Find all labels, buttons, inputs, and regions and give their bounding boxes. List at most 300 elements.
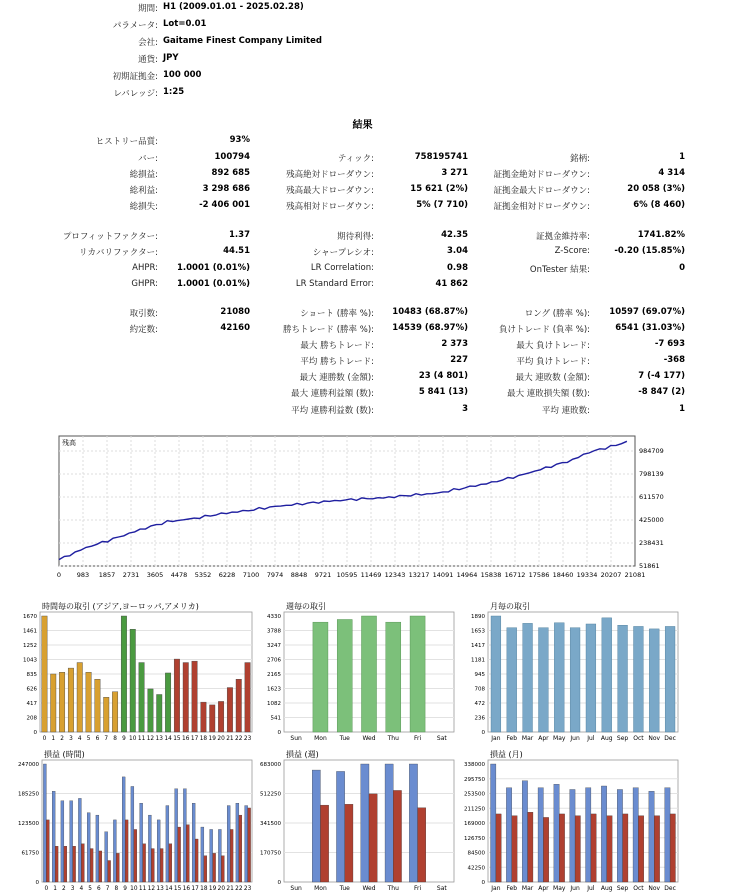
x-tick-label: Oct (633, 885, 644, 892)
x-tick-label: 16 (182, 736, 190, 742)
equity-dd-max-label: 証拠金最大ドローダウン: (493, 186, 590, 196)
largest-loss-label: 最大 負けトレード: (516, 341, 590, 351)
loss-bar (320, 805, 328, 882)
largest-loss-value: -7 693 (654, 339, 685, 349)
y-tick-label: 253500 (464, 791, 485, 798)
x-tick-label: 17 (191, 886, 199, 892)
bar (649, 629, 659, 732)
equity-dd-rel-label: 証拠金相対ドローダウン: (493, 202, 590, 212)
bar (507, 628, 517, 732)
loss-trades-value: 6541 (31.03%) (615, 323, 685, 333)
y-tick-label: 51861 (639, 562, 660, 570)
net-profit-value: 892 685 (211, 168, 250, 178)
y-tick-label: 126750 (464, 835, 485, 842)
chart-title: 損益 (週) (286, 750, 319, 759)
loss-bar (195, 839, 198, 882)
x-tick-label: 7 (105, 886, 110, 892)
y-tick-label: 84500 (467, 850, 485, 857)
deposit-label: 初期証拠金: (112, 72, 158, 82)
x-tick-label: 14 (164, 736, 172, 742)
y-tick-label: 61750 (21, 850, 39, 857)
profit-bar (96, 815, 99, 882)
loss-bar (512, 816, 517, 882)
profit-bar (538, 788, 543, 882)
x-tick-label: Sat (436, 885, 447, 892)
profit-bar (491, 764, 496, 882)
balance-dd-abs-value: 3 271 (441, 168, 468, 178)
max-cons-profit-value: 5 841 (13) (418, 387, 468, 397)
equity-dd-rel-value: 6% (8 460) (633, 200, 685, 210)
zscore-label: Z-Score: (554, 246, 590, 256)
profit-bar (312, 770, 320, 882)
x-tick-label: 14 (165, 886, 173, 892)
largest-profit-label: 最大 勝ちトレード: (300, 341, 374, 351)
x-tick-label: 14091 (432, 571, 454, 579)
x-tick-label: 10595 (336, 571, 358, 579)
profit-bar (105, 832, 108, 882)
profit-bar (522, 781, 527, 882)
lr-correlation-label: LR Correlation: (310, 263, 374, 273)
x-tick-label: 4 (79, 886, 84, 892)
x-tick-label: Sun (290, 885, 302, 892)
x-tick-label: 7974 (266, 571, 284, 579)
loss-bar (393, 790, 401, 882)
total-deals-label: 約定数: (129, 325, 158, 335)
x-tick-label: May (553, 735, 566, 742)
bar (59, 672, 64, 732)
y-tick-label: 238431 (639, 539, 664, 547)
hourly-trades-chart (23, 600, 258, 745)
x-tick-label: 14964 (456, 571, 478, 579)
loss-bar (345, 804, 353, 882)
bar (95, 679, 100, 732)
loss-bar (607, 816, 612, 882)
bars-value: 100794 (214, 152, 250, 162)
x-tick-label: May (553, 885, 566, 892)
y-tick-label: 0 (277, 730, 281, 736)
balance-dd-rel-value: 5% (7 710) (416, 200, 468, 210)
long-trades-value: 10597 (69.07%) (609, 307, 685, 317)
monthly-pl-chart (460, 748, 686, 895)
loss-bar (638, 816, 643, 882)
x-tick-label: 22 (235, 886, 243, 892)
x-tick-label: 6 (97, 886, 101, 892)
loss-bar (73, 846, 76, 882)
x-tick-label: 20207 (600, 571, 622, 579)
x-tick-label: Sat (436, 735, 447, 742)
gross-loss-label: 総損失: (129, 202, 158, 212)
y-tick-label: 1043 (23, 657, 37, 664)
short-trades-label: ショート (勝率 %): (300, 309, 374, 319)
bar (86, 672, 91, 732)
avg-cons-losses-value: 1 (679, 404, 685, 414)
lr-standard-error-label: LR Standard Error: (295, 279, 374, 289)
x-tick-label: 16 (182, 886, 191, 892)
x-tick-label: Jun (570, 735, 580, 742)
loss-bar (143, 844, 146, 882)
ahpr-value: 1.0001 (0.01%) (176, 263, 250, 273)
x-tick-label: 16712 (504, 571, 526, 579)
x-tick-label: 9721 (314, 571, 332, 579)
profit-bar (70, 801, 73, 882)
x-tick-label: 1 (53, 886, 57, 892)
max-cons-loss-value: -8 847 (2) (638, 387, 685, 397)
loss-bar (204, 856, 207, 882)
x-tick-label: 6228 (218, 571, 236, 579)
y-tick-label: 1890 (471, 614, 485, 620)
loss-bar (55, 846, 58, 882)
x-tick-label: 4 (77, 736, 82, 742)
x-tick-label: Apr (538, 885, 549, 892)
zscore-value: -0.20 (15.85%) (614, 246, 685, 256)
profit-bar (361, 764, 369, 882)
loss-bar (559, 814, 564, 882)
loss-bar (160, 849, 163, 882)
loss-bar (99, 851, 102, 882)
bar (602, 618, 612, 732)
x-tick-label: 0 (56, 571, 62, 579)
bar (130, 629, 135, 732)
ghpr-value: 1.0001 (0.01%) (176, 279, 250, 289)
bar (618, 625, 628, 732)
x-tick-label: 3605 (146, 571, 164, 579)
max-cons-profit-label: 最大 連勝利益額 (数): (291, 389, 374, 399)
profit-bar (157, 820, 160, 882)
loss-bar (418, 808, 426, 882)
net-profit-label: 総損益: (129, 170, 158, 180)
bar (183, 663, 188, 732)
ontester-value: 0 (679, 263, 685, 273)
ticks-value: 758195741 (414, 152, 468, 162)
profit-bar (385, 764, 393, 882)
profit-bar (570, 789, 575, 882)
balance-line-chart (56, 434, 736, 580)
profit-bar (113, 820, 116, 882)
x-tick-label: 4478 (170, 571, 188, 579)
equity-dd-max-value: 20 058 (3%) (627, 184, 685, 194)
x-tick-label: Mar (521, 885, 534, 892)
x-tick-label: 7 (104, 736, 109, 742)
x-tick-label: 3 (70, 886, 75, 892)
x-tick-label: 18460 (552, 571, 574, 579)
y-tick-label: 185250 (18, 791, 39, 798)
loss-bar (64, 846, 67, 882)
bar (51, 674, 56, 732)
balance-dd-max-value: 15 621 (2%) (410, 184, 468, 194)
profit-bar (586, 788, 591, 882)
x-tick-label: 15 (173, 736, 181, 742)
loss-bar (46, 820, 49, 882)
bar (157, 694, 162, 732)
avg-profit-label: 平均 勝ちトレード: (300, 357, 374, 367)
profit-bar (131, 786, 134, 882)
x-tick-label: 12 (147, 886, 156, 892)
hourly-pl-chart (18, 748, 258, 895)
ticks-label: ティック: (337, 154, 374, 164)
y-tick-label: 295750 (464, 776, 485, 783)
avg-loss-label: 平均 負けトレード: (516, 357, 590, 367)
x-tick-label: 13217 (408, 571, 430, 579)
x-tick-label: 12 (146, 736, 155, 742)
bar (386, 622, 401, 732)
loss-bar (369, 794, 377, 882)
loss-bar (213, 853, 216, 882)
x-tick-label: Apr (538, 735, 549, 742)
recovery-factor-value: 44.51 (223, 246, 250, 256)
largest-profit-value: 2 373 (441, 339, 468, 349)
x-tick-label: Aug (600, 735, 613, 742)
x-tick-label: 9 (123, 886, 127, 892)
avg-loss-value: -368 (663, 355, 685, 365)
y-tick-label: 42250 (467, 865, 485, 872)
loss-bar (134, 829, 137, 882)
equity-dd-abs-label: 証拠金絶対ドローダウン: (493, 170, 590, 180)
profit-bar (52, 791, 55, 882)
ontester-label: OnTester 結果: (529, 265, 590, 275)
x-tick-label: 15838 (480, 571, 502, 579)
x-tick-label: Mon (314, 735, 327, 742)
profit-bar (201, 827, 204, 882)
x-tick-label: 5 (88, 886, 92, 892)
x-tick-label: 8 (113, 736, 117, 742)
y-tick-label: 236 (474, 715, 485, 722)
x-tick-label: Wed (362, 735, 376, 742)
currency-label: 通貨: (138, 55, 158, 65)
company-label: 会社: (138, 38, 158, 48)
y-tick-label: 683000 (260, 762, 281, 768)
x-tick-label: 983 (76, 571, 90, 579)
avg-profit-value: 227 (450, 355, 468, 365)
gross-profit-label: 総利益: (129, 186, 158, 196)
bar (523, 623, 533, 732)
avg-cons-losses-label: 平均 連敗数: (541, 406, 590, 416)
ahpr-label: AHPR: (132, 263, 158, 273)
loss-bar (186, 825, 189, 882)
y-tick-label: 472 (474, 701, 485, 707)
bar (634, 626, 644, 732)
x-tick-label: 2 (62, 886, 66, 892)
bar (361, 616, 376, 732)
x-tick-label: 19334 (576, 571, 598, 579)
loss-bar (654, 816, 659, 882)
profit-trades-label: 勝ちトレード (勝率 %): (283, 325, 374, 335)
bar (491, 616, 501, 732)
loss-trades-label: 負けトレード (負率 %): (499, 325, 590, 335)
currency-value: JPY (163, 53, 179, 63)
period-value: H1 (2009.01.01 - 2025.02.28) (163, 2, 304, 12)
y-tick-label: 2706 (267, 657, 281, 664)
chart-title: 時間毎の取引 (アジア,ヨーロッパ,アメリカ) (42, 602, 199, 611)
bar (139, 663, 144, 732)
y-tick-label: 1461 (23, 628, 37, 635)
profit-bar (166, 806, 169, 882)
loss-bar (230, 829, 233, 882)
x-tick-label: 19 (208, 886, 217, 892)
margin-level-label: 証拠金維持率: (536, 232, 590, 242)
x-tick-label: Jun (570, 885, 580, 892)
bar (554, 623, 564, 732)
profit-bar (336, 771, 344, 882)
profit-bar (210, 829, 213, 882)
y-tick-label: 541 (270, 715, 281, 722)
y-tick-label: 417 (26, 701, 37, 707)
history-quality-label: ヒストリー品質: (95, 137, 158, 147)
x-tick-label: Nov (648, 885, 661, 892)
profit-bar (175, 789, 178, 882)
y-tick-label: 1653 (471, 628, 485, 635)
expected-payoff-label: 期待利得: (337, 232, 374, 242)
bar (218, 701, 223, 732)
profit-bar (409, 764, 417, 882)
y-tick-label: 835 (26, 672, 37, 678)
bar (665, 626, 675, 732)
loss-bar (221, 856, 224, 882)
loss-bar (543, 817, 548, 882)
y-tick-label: 0 (277, 880, 281, 886)
y-tick-label: 1670 (23, 614, 37, 620)
ghpr-label: GHPR: (131, 279, 158, 289)
x-tick-label: 2731 (122, 571, 140, 579)
avg-cons-wins-value: 3 (462, 404, 468, 414)
bar (539, 628, 549, 732)
x-tick-label: Tue (339, 735, 350, 742)
max-cons-losses-value: 7 (-4 177) (638, 371, 685, 381)
x-tick-label: Feb (506, 735, 518, 742)
x-tick-label: Mon (314, 885, 327, 892)
bar (313, 622, 328, 732)
max-cons-loss-label: 最大 連敗損失額 (数): (507, 389, 590, 399)
total-trades-label: 取引数: (129, 309, 158, 319)
max-cons-wins-value: 23 (4 801) (418, 371, 468, 381)
chart-title: 残高 (62, 439, 76, 447)
gross-profit-value: 3 298 686 (202, 184, 250, 194)
x-tick-label: 15 (173, 886, 182, 892)
loss-bar (248, 808, 251, 882)
y-tick-label: 341500 (260, 821, 281, 827)
max-cons-losses-label: 最大 連敗数 (金額): (515, 373, 590, 383)
x-tick-label: 19 (208, 736, 216, 742)
x-tick-label: 7100 (242, 571, 260, 579)
loss-bar (496, 814, 501, 882)
bars-label: バー: (138, 154, 158, 164)
bar (121, 616, 126, 732)
y-tick-label: 0 (33, 730, 37, 736)
monthly-trades-chart (460, 600, 686, 745)
period-label: 期間: (138, 4, 158, 14)
x-tick-label: Wed (362, 885, 376, 892)
sharpe-value: 3.04 (447, 246, 468, 256)
y-tick-label: 0 (481, 730, 485, 736)
profit-bar (617, 789, 622, 882)
x-tick-label: 9 (122, 736, 126, 742)
bar (112, 692, 117, 732)
x-tick-label: 10 (130, 886, 138, 892)
bar (201, 702, 206, 732)
x-tick-label: 20 (217, 886, 226, 892)
results-title: 結果 (352, 120, 373, 131)
loss-bar (575, 816, 580, 882)
y-tick-label: 984709 (639, 447, 664, 455)
profit-factor-value: 1.37 (229, 230, 250, 240)
symbols-label: 銘柄: (570, 154, 590, 164)
y-tick-label: 1417 (471, 643, 485, 649)
y-tick-label: 708 (474, 686, 485, 693)
profit-bar (633, 788, 638, 882)
y-tick-label: 123500 (18, 821, 39, 827)
parameters-value: Lot=0.01 (163, 19, 207, 29)
x-tick-label: Thu (387, 735, 399, 742)
bar (77, 663, 82, 732)
profit-factor-label: プロフィットファクター: (62, 232, 158, 242)
gross-loss-value: -2 406 001 (199, 200, 250, 210)
x-tick-label: 11469 (360, 571, 382, 579)
profit-bar (665, 788, 670, 882)
lr-standard-error-value: 41 862 (435, 279, 468, 289)
profit-bar (122, 777, 125, 882)
x-tick-label: 2 (60, 736, 64, 742)
x-tick-label: Mar (521, 735, 534, 742)
x-tick-label: 23 (243, 736, 252, 742)
bar (245, 663, 250, 732)
profit-bar (218, 829, 221, 882)
bar (227, 688, 232, 732)
x-tick-label: Thu (387, 885, 399, 892)
profit-bar (87, 813, 90, 882)
bar (192, 661, 197, 732)
x-tick-label: Jan (491, 885, 501, 892)
profit-bar (601, 786, 606, 882)
balance-dd-max-label: 残高最大ドローダウン: (286, 186, 374, 196)
loss-bar (178, 827, 181, 882)
x-tick-label: 21 (226, 736, 234, 742)
loss-bar (81, 844, 84, 882)
y-tick-label: 170750 (260, 850, 281, 857)
symbols-value: 1 (679, 152, 685, 162)
x-tick-label: 17586 (528, 571, 550, 579)
x-tick-label: 20 (217, 736, 225, 742)
bar (570, 628, 580, 732)
x-tick-label: 17 (190, 736, 199, 742)
y-tick-label: 3788 (267, 628, 281, 635)
sharpe-label: シャープレシオ: (312, 248, 374, 258)
x-tick-label: 11 (137, 736, 146, 742)
chart-title: 損益 (時間) (44, 750, 85, 759)
loss-bar (116, 853, 119, 882)
chart-title: 月毎の取引 (490, 602, 530, 611)
profit-bar (183, 789, 186, 882)
profit-bar (554, 784, 559, 882)
y-tick-label: 798139 (639, 470, 664, 478)
y-tick-label: 425000 (639, 516, 664, 524)
bar (210, 705, 215, 732)
x-tick-label: 21 (226, 886, 234, 892)
balance-dd-rel-label: 残高相対ドローダウン: (286, 202, 374, 212)
avg-cons-wins-label: 平均 連勝利益数 (数): (291, 406, 374, 416)
recovery-factor-label: リカバリファクター: (79, 248, 158, 258)
loss-bar (108, 861, 111, 882)
x-tick-label: Dec (664, 885, 676, 892)
y-tick-label: 211250 (464, 806, 485, 813)
bar (165, 673, 170, 732)
history-quality-value: 93% (229, 135, 250, 145)
y-tick-label: 208 (26, 715, 37, 722)
bar (586, 624, 596, 732)
expected-payoff-value: 42.35 (441, 230, 468, 240)
x-tick-label: 13 (155, 736, 163, 742)
profit-bar (43, 764, 46, 882)
x-tick-label: Sun (290, 735, 302, 742)
x-tick-label: 10 (129, 736, 137, 742)
